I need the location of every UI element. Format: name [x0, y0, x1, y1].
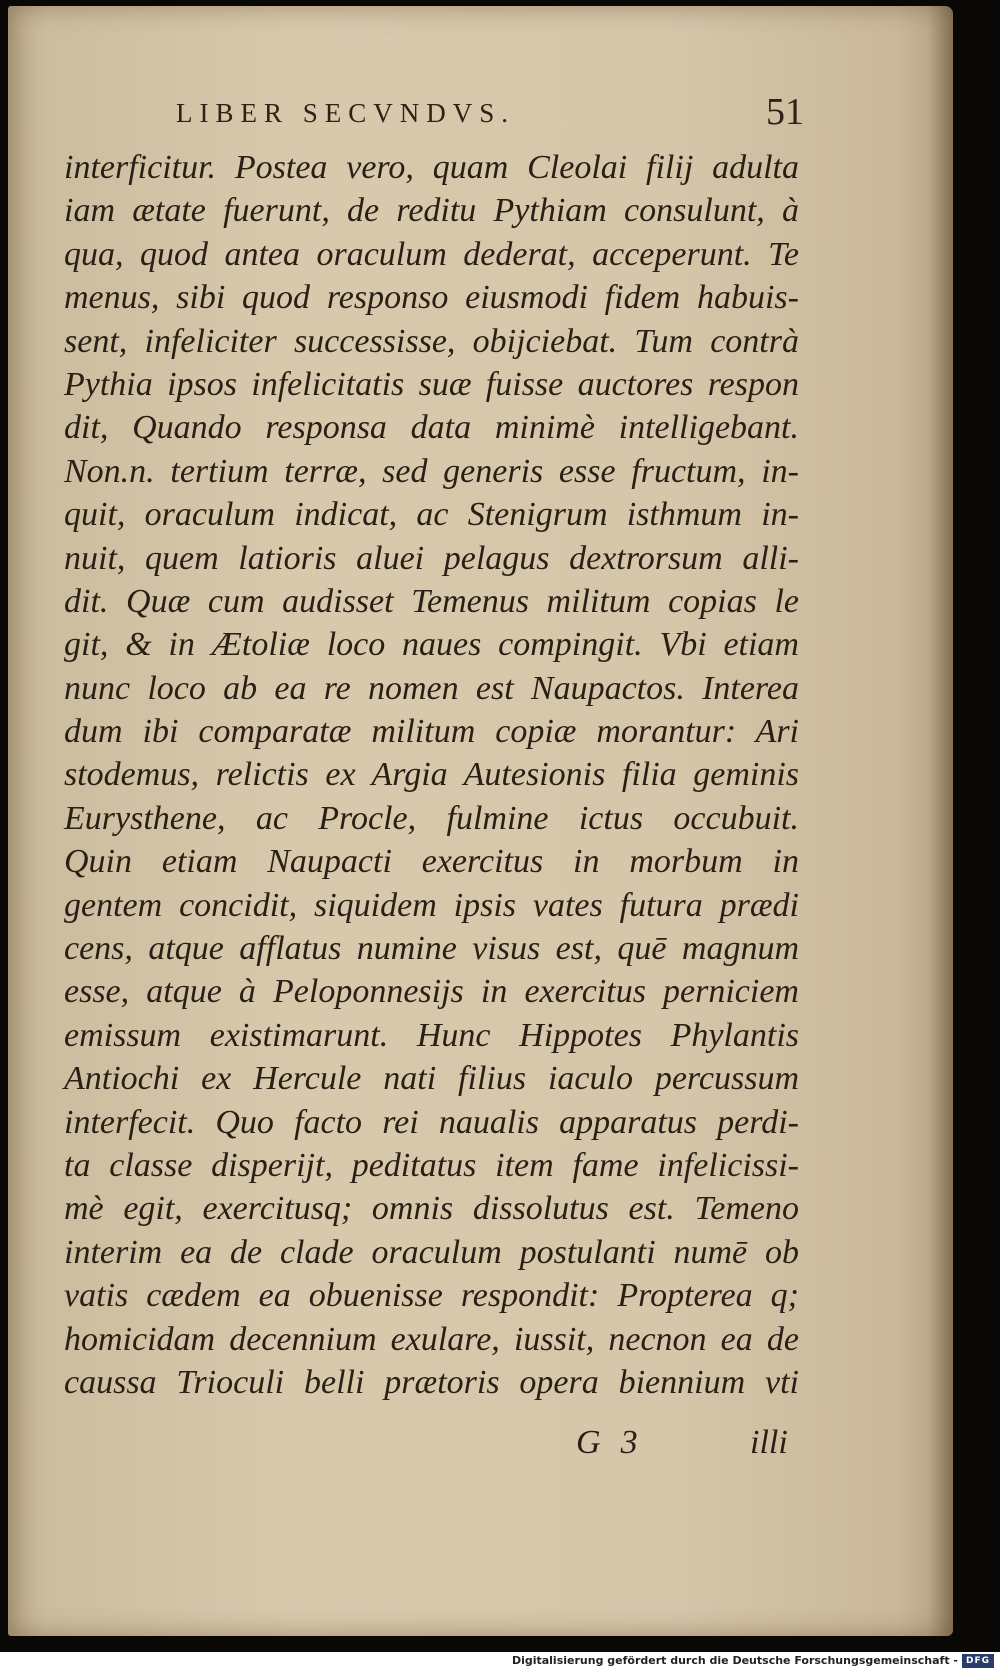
book-page — [8, 6, 953, 1636]
text-line: Eurysthene, ac Procle, fulmine ictus occubuit. — [64, 799, 799, 837]
text-line: nunc loco ab ea re nomen est Naupactos. Interea — [64, 669, 799, 707]
text-line: iam ætate fuerunt, de reditu Pythiam consulunt, à — [64, 192, 799, 230]
text-line: quit, oraculum indicat, ac Stenigrum isthmum in- — [64, 496, 799, 534]
text-line: ta classe disperijt, peditatus item fame infelicissi- — [64, 1146, 799, 1184]
digitization-footer — [0, 1652, 1000, 1671]
text-line: vatis cædem ea obuenisse respondit: Propterea q; — [64, 1277, 799, 1315]
text-line: interfecit. Quo facto rei naualis apparatus perdi- — [64, 1103, 799, 1141]
text-line: esse, atque à Peloponnesijs in exercitus perniciem — [64, 973, 799, 1011]
text-line: caussa Trioculi belli prætoris opera biennium vti — [64, 1363, 799, 1401]
text-line: emissum existimarunt. Hunc Hippotes Phylantis — [64, 1016, 799, 1054]
text-line: nuit, quem latioris aluei pelagus dextrorsum alli- — [64, 539, 799, 577]
running-head: LIBER SECVNDVS. — [176, 98, 516, 128]
text-line: cens, atque afflatus numine visus est, quē magnum — [64, 930, 799, 968]
dfg-logo: DFG — [962, 1654, 994, 1668]
text-line: menus, sibi quod responso eiusmodi fidem habuis- — [64, 279, 799, 317]
text-line: interim ea de clade oraculum postulanti numē ob — [64, 1233, 799, 1271]
text-line: qua, quod antea oraculum dederat, acceperunt. Te — [64, 235, 799, 273]
text-line: dit, Quando responsa data minimè intelligebant. — [64, 409, 799, 447]
text-line: Pythia ipsos infelicitatis suæ fuisse auctores respon — [64, 365, 799, 403]
catchword: illi — [750, 1424, 788, 1461]
text-line: dum ibi comparatæ militum copiæ morantur: Ari — [64, 713, 799, 751]
text-line: Non.n. tertium terræ, sed generis esse fructum, in- — [64, 452, 799, 490]
body-text — [64, 146, 799, 1404]
signature-number: 3 — [620, 1424, 638, 1461]
text-line: homicidam decennium exulare, iussit, necnon ea de — [64, 1320, 799, 1358]
page-number: 51 — [766, 91, 804, 133]
signature-mark — [576, 1424, 638, 1462]
text-line: Antiochi ex Hercule nati filius iaculo percussum — [64, 1060, 799, 1098]
page-edge-shadow — [927, 6, 953, 1636]
text-line: dit. Quæ cum audisset Temenus militum copias le — [64, 582, 799, 620]
text-line: sent, infeliciter successisse, obijciebat. Tum contrà — [64, 322, 799, 360]
text-line: Quin etiam Naupacti exercitus in morbum in — [64, 843, 799, 881]
text-line: git, & in Ætoliæ loco naues compingit. Vbi etiam — [64, 626, 799, 664]
footer-credit: Digitalisierung gefördert durch die Deutsche Forschungsgemeinschaft - — [511, 1654, 958, 1667]
text-line: mè egit, exercitusq; omnis dissolutus est. Temeno — [64, 1190, 799, 1228]
text-line: gentem concidit, siquidem ipsis vates futura prædi — [64, 886, 799, 924]
signature-letter: G — [576, 1424, 601, 1461]
text-line: interficitur. Postea vero, quam Cleolai filij adulta — [64, 149, 799, 186]
text-line: stodemus, relictis ex Argia Autesionis filia geminis — [64, 756, 799, 794]
